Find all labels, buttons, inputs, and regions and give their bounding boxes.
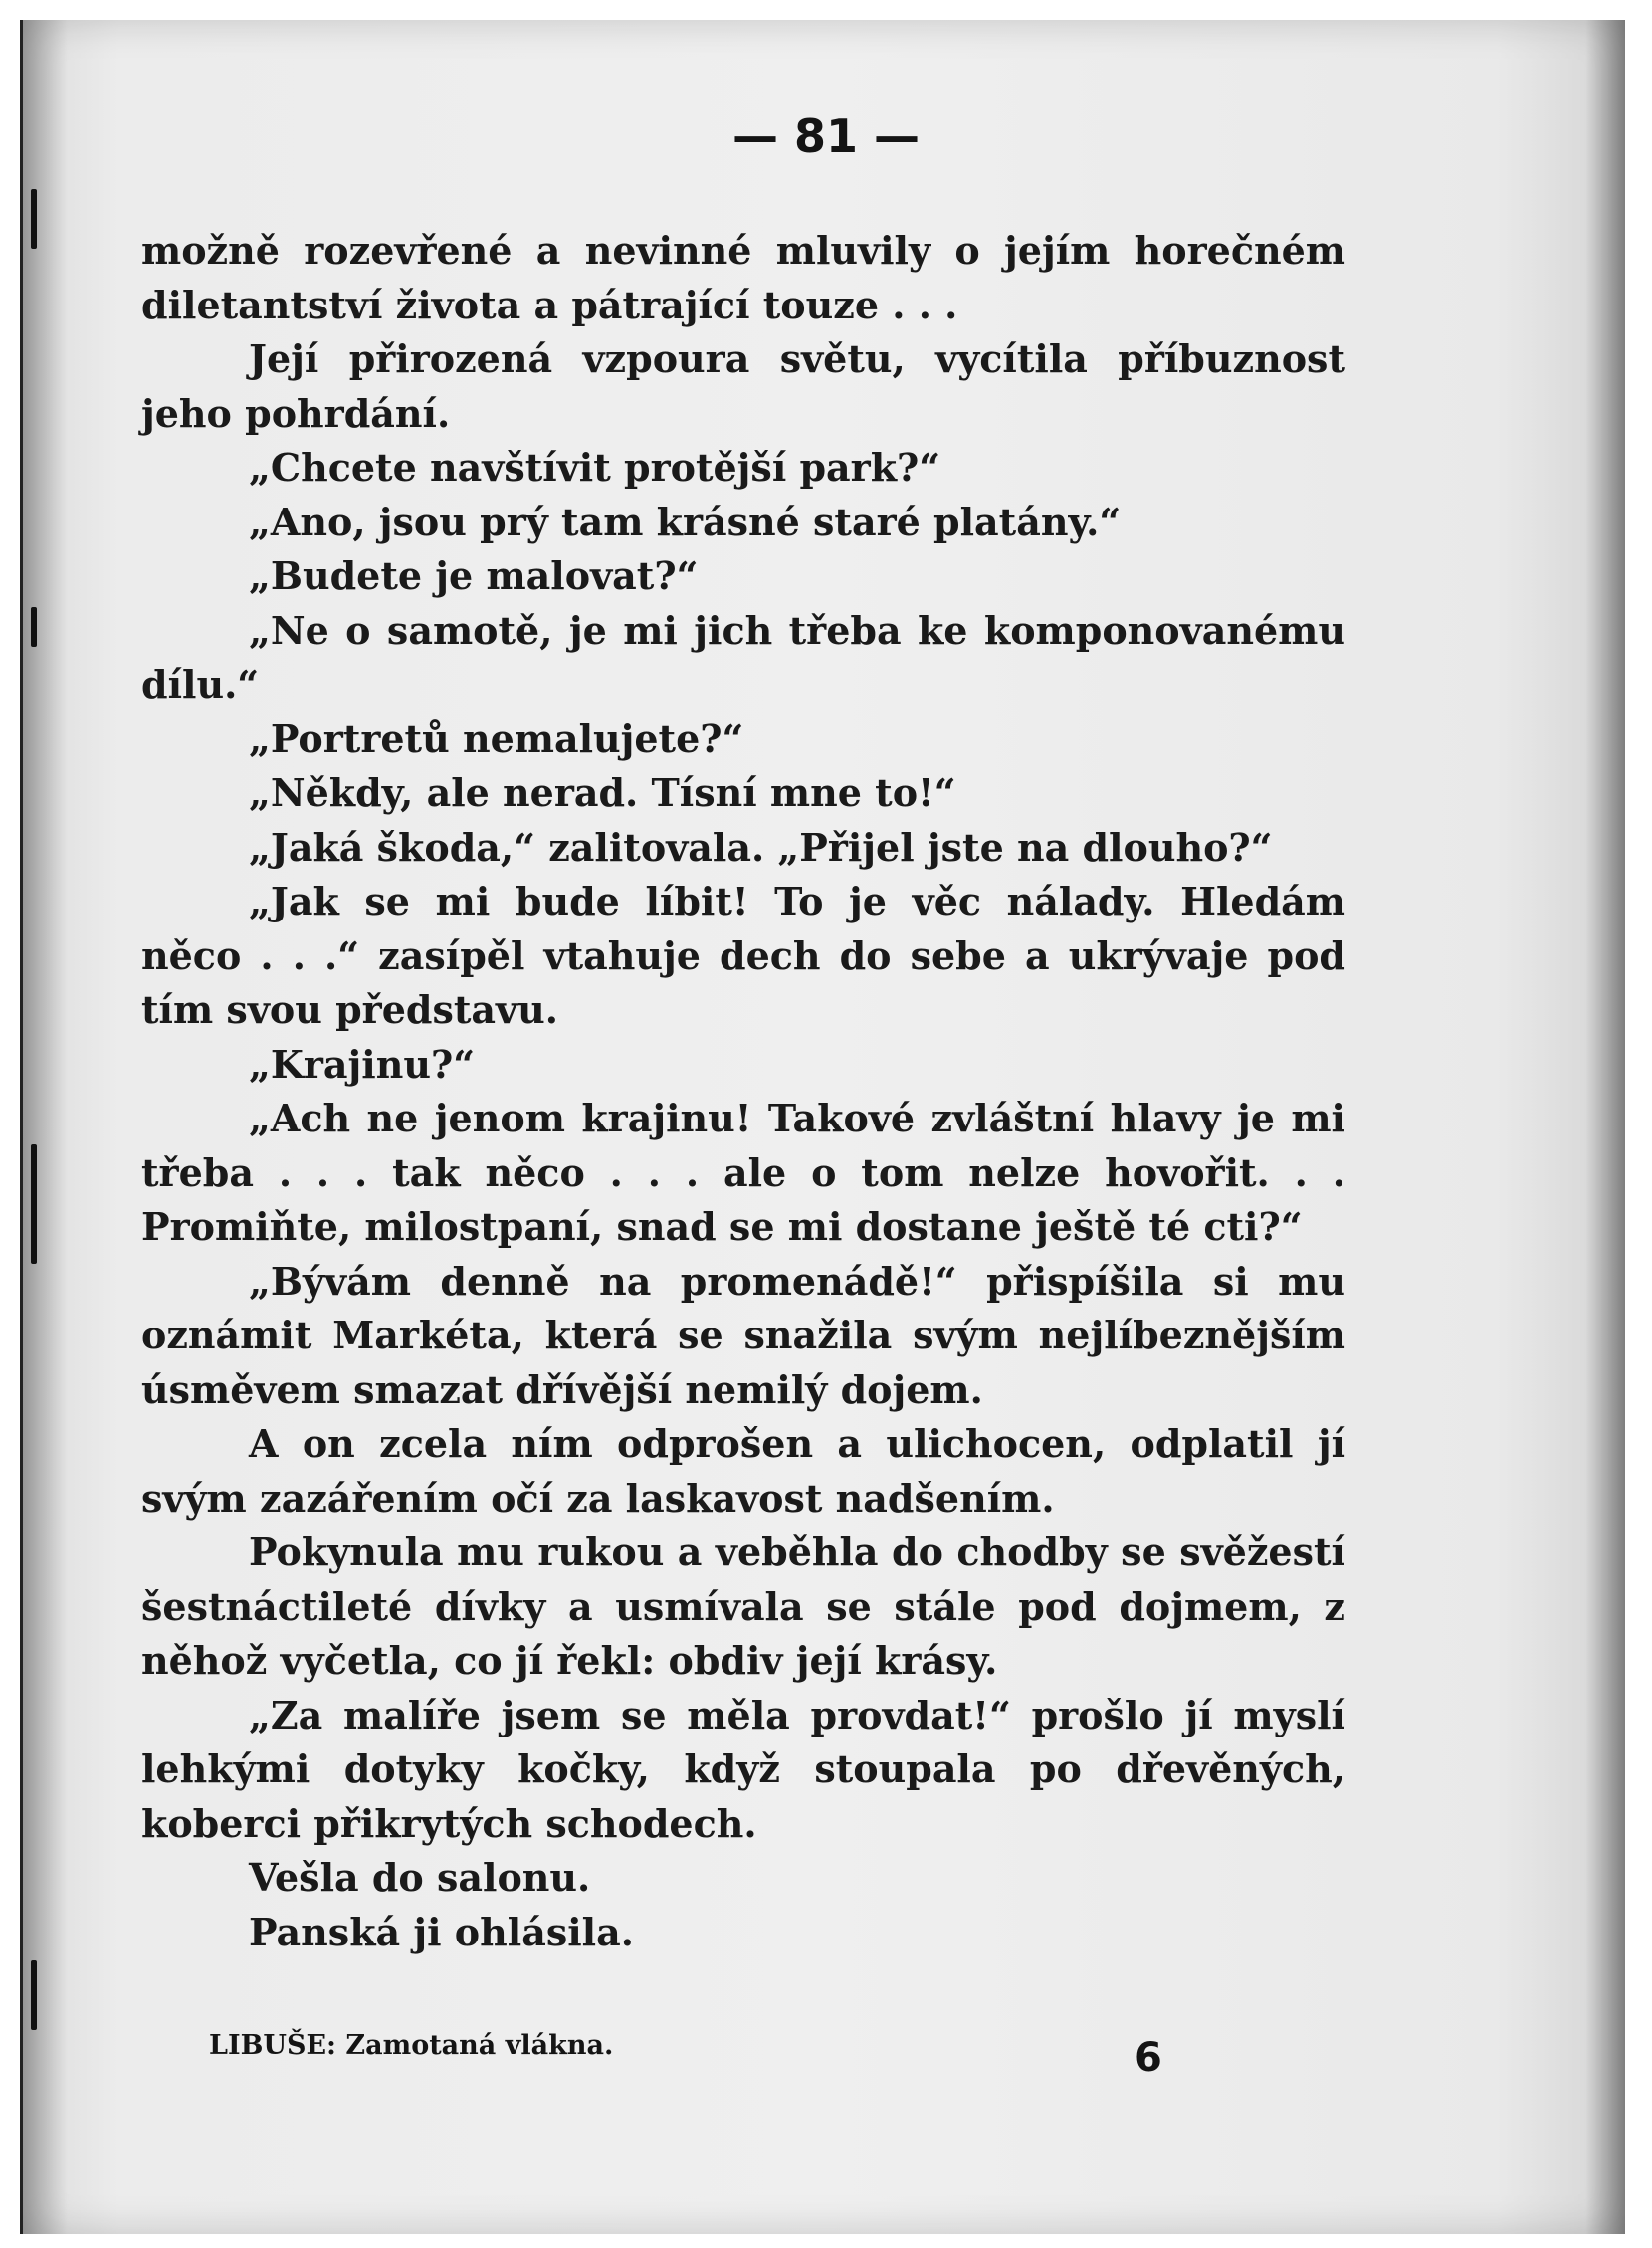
paragraph: „Za malíře jsem se měla provdat!“ prošlo jí myslí lehkými dotyky kočky, když stoupala po dřevěných, koberci přikrytých schodech. [141,1692,1345,1846]
book-footer: LIBUŠE: Zamotaná vlákna. [209,2030,614,2061]
paragraph: Pokynula mu rukou a veběhla do chodby se svěžestí šestnáctileté dívky a usmívala se stále pod dojmem, z něhož vyčetla, co jí řekl: obdiv její krásy. [141,1530,1345,1683]
paragraph: „Chcete navštívit protější park?“ [249,445,941,490]
paragraph: „Portretů nemalujete?“ [249,715,744,761]
paragraph: Její přirozená vzpoura světu, vycítila příbuznost jeho pohrdání. [141,336,1345,436]
binding-mark [31,1144,37,1264]
binding-mark [31,1960,37,2030]
binding-mark [31,189,37,249]
paragraph: možně rozevřené a nevinné mluvily o jejím horečném diletantství života a pátrající touze . . . [141,228,1345,327]
paragraph: „Jaká škoda,“ zalitovala. „Přijel jste na dlouho?“ [249,824,1273,870]
paragraph: „Ano, jsou prý tam krásné staré platány.“ [249,499,1122,544]
book-spine-shadow [23,20,68,2234]
paragraph: „Ne o samotě, je mi jich třeba ke komponovanému dílu.“ [141,607,1345,707]
signature-mark: 6 [1135,2035,1162,2081]
paragraph: „Ach ne jenom krajinu! Takové zvláštní hlavy je mi třeba . . . tak něco . . . ale o tom nelze hovořit. . . Promiňte, milostpaní, snad se mi dostane ještě té cti?“ [141,1096,1345,1249]
paragraph: „Budete je malovat?“ [249,553,699,598]
paragraph: „Jak se mi bude líbit! To je věc nálady. Hledám něco . . .“ zasípěl vtahuje dech do sebe a ukrývaje pod tím svou představu. [141,879,1345,1032]
binding-mark [31,607,37,647]
paragraph: „Krajinu?“ [249,1041,476,1087]
paragraph: A on zcela ním odprošen a ulichocen, odplatil jí svým zazářením očí za laskavost nadšením. [141,1421,1345,1521]
body-text [141,224,1345,1959]
page-edge-shadow [1585,20,1625,2234]
page-number: — 81 — [731,109,921,163]
paragraph: Vešla do salonu. [249,1855,591,1900]
paragraph: „Bývám denně na promenádě!“ přispíšila si mu oznámit Markéta, která se snažila svým nejlíbeznějším úsměvem smazat dřívější nemilý dojem. [141,1258,1345,1412]
paragraph: Panská ji ohlásila. [249,1909,634,1954]
paragraph: „Někdy, ale nerad. Tísní mne to!“ [249,770,956,815]
